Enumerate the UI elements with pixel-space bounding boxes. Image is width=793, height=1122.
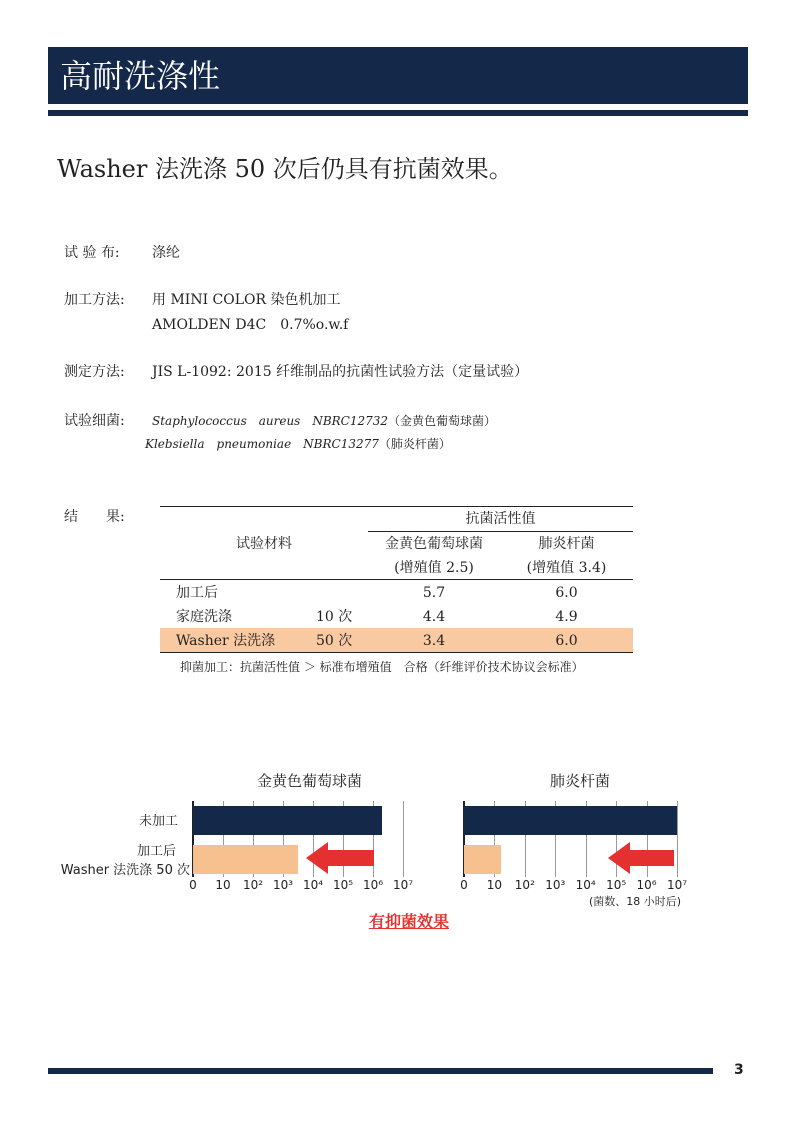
table-col-material: 试验材料 (236, 536, 292, 552)
gridline (677, 801, 678, 877)
bar-treated (193, 845, 298, 874)
bacteria1-name: Staphylococcus aureus NBRC12732 (152, 414, 389, 428)
bacteria2-cn: （肺炎杆菌） (378, 437, 451, 451)
tick-label: 10⁶ (636, 878, 657, 892)
chart-row-label-untreated: 未加工 (138, 814, 178, 829)
table-note: 抑菌加工：抗菌活性值 ＞ 标准布增殖值 合格（纤维评价技术协议会标准） (180, 660, 584, 674)
table-rule-group (368, 531, 633, 532)
table-rule-top (160, 506, 633, 507)
arrow-left-icon (608, 841, 676, 875)
results-label: 结 果: (64, 509, 125, 525)
bacteria1 (152, 411, 496, 431)
tick-label: 10⁷ (392, 878, 414, 892)
tick-label: 10⁶ (362, 878, 384, 892)
bacteria2 (145, 434, 451, 454)
fabric-value: 涤纶 (152, 245, 180, 261)
process-label: 加工方法: (64, 292, 125, 308)
tick-label: 10 (215, 878, 231, 892)
header-rule (48, 110, 748, 116)
tick-label: 0 (460, 878, 468, 892)
table-row-times: 10 次 (316, 609, 353, 625)
chart-row-label-washed: Washer 法洗涤 50 次 (60, 863, 190, 878)
bacteria1-cn: （金黄色葡萄球菌） (388, 414, 497, 428)
tick-label: 10⁷ (666, 878, 688, 892)
tick-label: 0 (189, 878, 197, 892)
page-title: 高耐洗涤性 (60, 57, 221, 95)
chart-row-label-treated: 加工后 (136, 844, 176, 859)
tick-label: 10³ (545, 878, 566, 892)
table-row-v1: 3.4 (422, 633, 446, 649)
gridline (403, 801, 404, 877)
method-value: JIS L-1092: 2015 纤维制品的抗菌性试验方法（定量试验） (152, 364, 529, 380)
table-rule-header (160, 579, 633, 580)
process-line1: 用 MINI COLOR 染色机加工 (152, 292, 341, 308)
table-rule-bottom (160, 652, 633, 653)
page-number: 3 (734, 1062, 744, 1078)
effect-label: 有抑菌效果 (369, 912, 450, 931)
table-col2: 肺炎杆菌 (538, 536, 595, 552)
chart2-title: 肺炎杆菌 (550, 772, 611, 790)
fabric-label: 试 验 布: (64, 245, 120, 261)
tick-label: 10³ (272, 878, 294, 892)
method-label: 测定方法: (64, 364, 125, 380)
table-row-v1: 5.7 (422, 585, 446, 601)
table-col2-sub: (增殖值 3.4) (526, 560, 607, 576)
table-col1-sub: (增殖值 2.5) (394, 560, 474, 576)
process-line2: AMOLDEN D4C 0.7%o.w.f (152, 317, 349, 333)
table-row-v2: 4.9 (555, 609, 578, 625)
footer-rule (48, 1068, 713, 1074)
tick-label: 10 (486, 878, 503, 892)
table-row-v2: 6.0 (555, 633, 578, 649)
table-col1: 金黄色葡萄球菌 (385, 536, 483, 552)
tick-label: 10⁴ (302, 878, 324, 892)
table-group-header: 抗菌活性值 (465, 511, 536, 527)
tick-label: 10² (514, 878, 535, 892)
bar-untreated (193, 806, 382, 835)
bar-treated (464, 845, 501, 874)
tick-label: 10⁴ (575, 878, 596, 892)
table-row-name: Washer 法洗涤 (176, 633, 276, 649)
table-row-v1: 4.4 (422, 609, 446, 625)
bacteria-label: 试验细菌: (64, 413, 125, 429)
chart1-title: 金黄色葡萄球菌 (257, 772, 363, 790)
chart2-unit-note: (菌数、18 小时后) (588, 895, 682, 908)
table-row-name: 加工后 (176, 585, 218, 601)
table-row-v2: 6.0 (555, 585, 578, 601)
tick-label: 10⁵ (606, 878, 627, 892)
arrow-left-icon (306, 841, 376, 875)
bacteria2-name: Klebsiella pneumoniae NBRC13277 (145, 437, 379, 451)
tick-label: 10⁵ (332, 878, 354, 892)
tick-label: 10² (242, 878, 264, 892)
subtitle: Washer 法洗涤 50 次后仍具有抗菌效果。 (57, 155, 513, 183)
bar-untreated (464, 806, 677, 835)
table-row-name: 家庭洗涤 (176, 609, 232, 625)
table-row-times: 50 次 (316, 633, 353, 649)
